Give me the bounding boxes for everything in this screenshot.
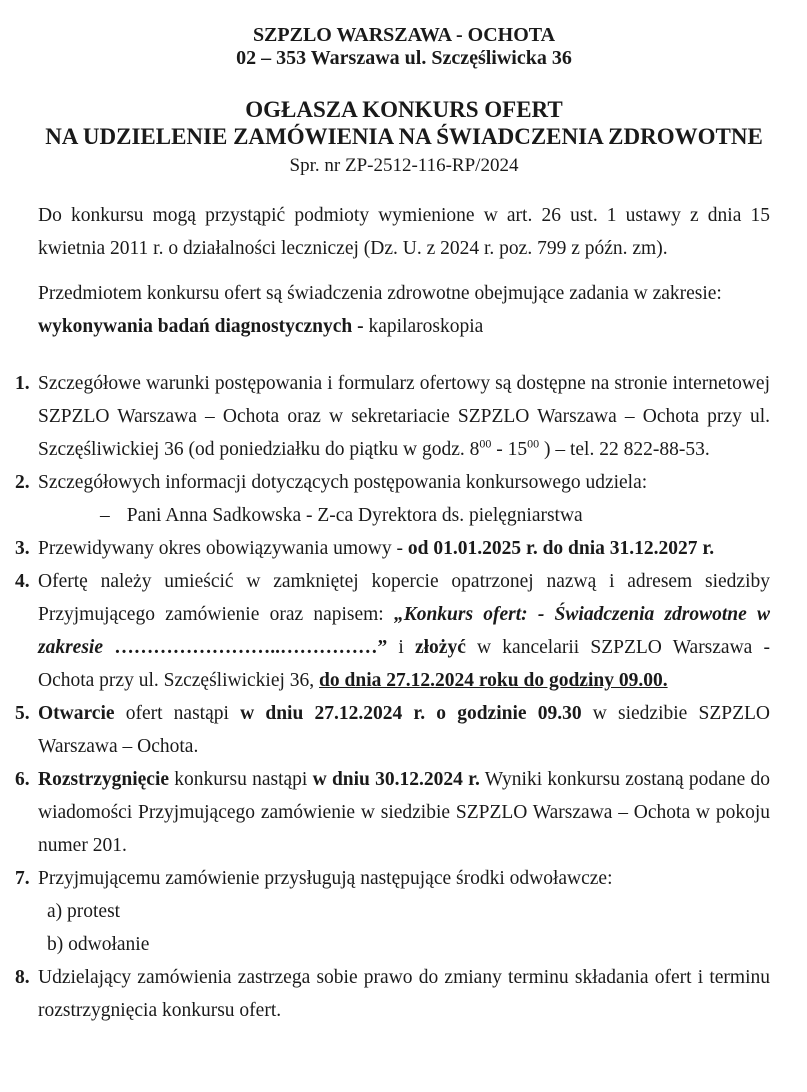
text-segment-bold: Otwarcie [38, 703, 115, 724]
text-segment: ofert nastąpi [114, 703, 241, 724]
case-number: Spr. nr ZP-2512-116-RP/2024 [289, 155, 519, 176]
list-item-2 [15, 466, 770, 532]
text-segment: Przewidywany okres obowiązywania umowy - [38, 538, 408, 559]
intro-paragraph-1: Do konkursu mogą przystąpić podmioty wymienione w art. 26 ust. 1 ustawy z dnia 15 kwietnia 2011 r. o działalności leczniczej (Dz. U. z 2024 r. poz. 799 z późn. zm). [38, 205, 770, 259]
envelope-label: „Konkurs ofert: - Świadczenia zdrowotne w zakresie [38, 604, 770, 658]
text-segment: Ofertę należy umieścić w zamkniętej kopercie opatrzonej nazwą i adresem siedziby Przyjmującego zamówienie oraz napisem: [38, 571, 770, 625]
item-number: 1. [15, 373, 30, 394]
org-name: SZPZLO WARSZAWA - OCHOTA [252, 24, 556, 46]
submission-deadline: do dnia 27.12.2024 roku do godziny 09.00. [319, 670, 668, 691]
text-segment: i [387, 637, 415, 658]
text-segment: Przedmiotem konkursu ofert są świadczenia zdrowotne obejmujące zadania w zakresie: [38, 283, 722, 304]
dash: – [100, 505, 110, 526]
text-segment: ) – tel. 22 822-88-53. [539, 439, 710, 460]
list-item-6 [15, 763, 770, 862]
list-item-1 [15, 367, 770, 466]
resolution-date: w dniu 30.12.2024 r. [312, 769, 480, 790]
text-segment-bold: wykonywania badań diagnostycznych - [38, 316, 364, 337]
contract-period: od 01.01.2025 r. do dnia 31.12.2027 r. [407, 538, 715, 559]
item-number: 8. [15, 967, 30, 988]
item-number: 5. [15, 703, 30, 724]
numbered-list [15, 367, 770, 1027]
superscript: 00 [527, 436, 540, 451]
text-segment: Udzielający zamówienia zastrzega sobie prawo do zmiany terminu składania ofert i terminu rozstrzygnięcia konkursu ofert. [38, 967, 770, 1021]
contact-sub-item [38, 499, 770, 532]
list-item-7 [15, 862, 770, 961]
text-segment: Przyjmującemu zamówienie przysługują następujące środki odwoławcze: [38, 868, 613, 889]
text-segment-bold: Rozstrzygnięcie [38, 769, 170, 790]
item-number: 6. [15, 769, 30, 790]
superscript: 00 [479, 436, 492, 451]
org-address: 02 – 353 Warszawa ul. Szczęśliwicka 36 [236, 47, 572, 69]
appeal-option-b: b) odwołanie [47, 934, 150, 955]
doc-title-line2: NA UDZIELENIE ZAMÓWIENIA NA ŚWIADCZENIA ZDROWOTNE [45, 124, 763, 149]
text-segment: konkursu nastąpi [169, 769, 313, 790]
text-segment: w kancelarii SZPZLO Warszawa - Ochota przy ul. Szczęśliwickiej 36, [38, 637, 770, 691]
item-number: 2. [15, 472, 30, 493]
doc-title-line1: OGŁASZA KONKURS OFERT [245, 97, 563, 122]
text-segment: Wyniki konkursu zostaną podane do wiadomości Przyjmującego zamówienie w siedzibie SZPZLO Warszawa – Ochota w pokoju numer 201. [38, 769, 770, 856]
text-segment: Szczegółowych informacji dotyczących postępowania konkursowego udziela: [38, 472, 648, 493]
appeal-option-a: a) protest [47, 901, 121, 922]
intro-paragraph-2 [38, 277, 770, 343]
list-item-4 [15, 565, 770, 697]
text-segment: w siedzibie SZPZLO Warszawa – Ochota. [38, 703, 770, 757]
opening-date: w dniu 27.12.2024 r. o godzinie 09.30 [240, 703, 582, 724]
text-segment: kapilaroskopia [363, 316, 484, 337]
item-number: 7. [15, 868, 30, 889]
dotted-blank: ……………………..……………” [114, 637, 388, 658]
list-item-3 [15, 532, 770, 565]
document-body [15, 199, 770, 1027]
list-item-8 [15, 961, 770, 1027]
list-item-5 [15, 697, 770, 763]
text-segment: Szczegółowe warunki postępowania i formularz ofertowy są dostępne na stronie internetowej SZPZLO Warszawa – Ochota oraz w sekretariacie SZPZLO Warszawa – Ochota przy ul. Szczęśliwickiej 36 (od poniedziałku do piątku w godz. 8 [38, 373, 770, 460]
contact-name: Pani Anna Sadkowska - Z-ca Dyrektora ds. pielęgniarstwa [126, 505, 583, 526]
item-number: 3. [15, 538, 30, 559]
document-header [38, 24, 770, 177]
item-number: 4. [15, 571, 30, 592]
text-segment-bold: złożyć [414, 637, 466, 658]
text-segment: - 15 [491, 439, 528, 460]
